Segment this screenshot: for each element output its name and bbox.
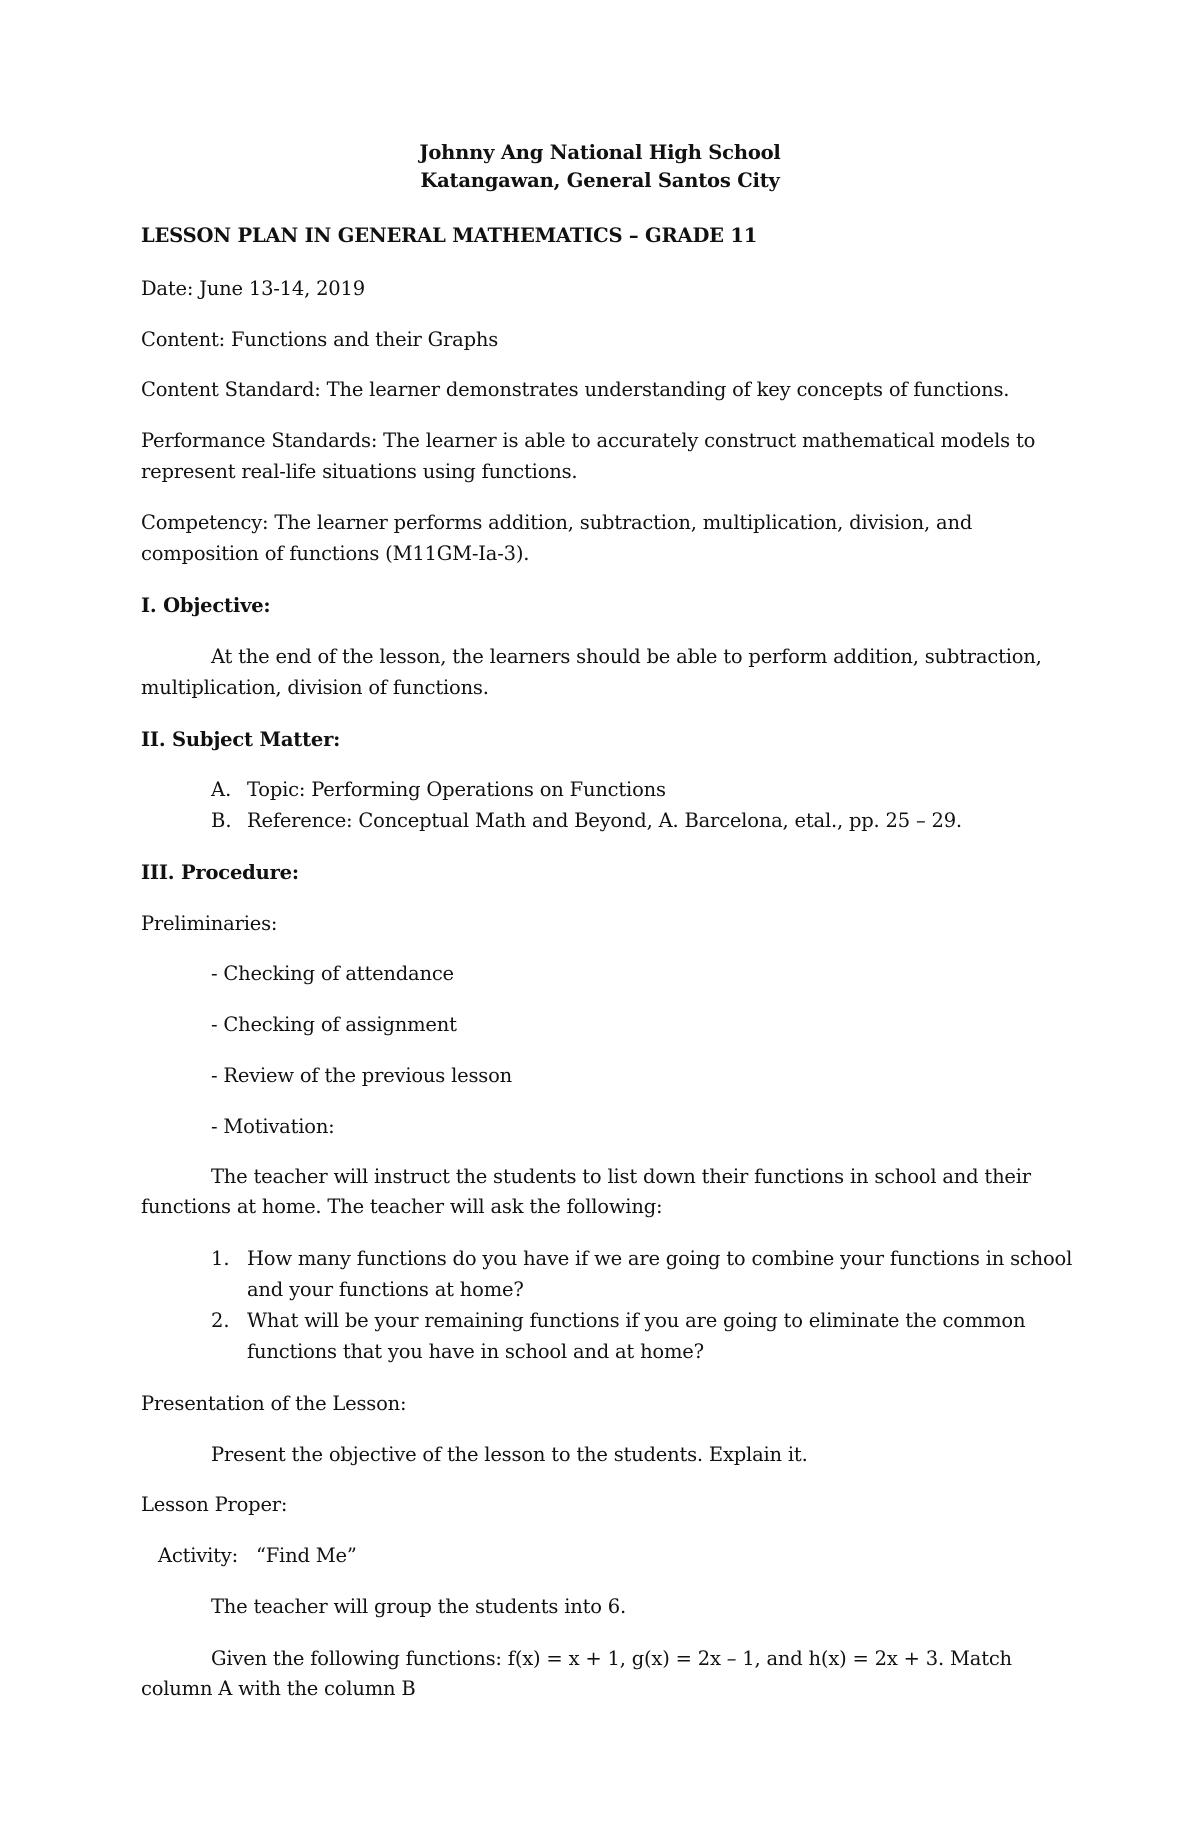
objective-heading: I. Objective: — [141, 594, 271, 617]
question-1-marker: 1. — [211, 1247, 230, 1270]
school-name: Johnny Ang National High School — [419, 141, 781, 164]
preliminary-assignment: - Checking of assignment — [211, 1013, 457, 1036]
question-2-line-1: What will be your remaining functions if you are going to eliminate the common — [247, 1309, 1026, 1332]
performance-standards-line-1: Performance Standards: The learner is able to accurately construct mathematical models to — [141, 429, 1036, 452]
competency-line-1: Competency: The learner performs addition, subtraction, multiplication, division, and — [141, 511, 973, 534]
question-2-marker: 2. — [211, 1309, 230, 1332]
motivation-line-1: The teacher will instruct the students to list down their functions in school and their — [211, 1165, 1031, 1188]
preliminary-attendance: - Checking of attendance — [211, 962, 454, 985]
lesson-proper-label: Lesson Proper: — [141, 1493, 288, 1516]
date-line: Date: June 13-14, 2019 — [141, 277, 365, 300]
question-1-line-1: How many functions do you have if we are going to combine your functions in school — [247, 1247, 1073, 1270]
subject-matter-heading: II. Subject Matter: — [141, 728, 341, 751]
performance-standards-line-2: represent real-life situations using functions. — [141, 460, 578, 483]
school-location: Katangawan, General Santos City — [420, 169, 780, 192]
activity-line: Activity: “Find Me” — [158, 1544, 357, 1567]
objective-line-2: multiplication, division of functions. — [141, 676, 489, 699]
presentation-text: Present the objective of the lesson to the students. Explain it. — [211, 1443, 808, 1466]
reference-item: Reference: Conceptual Math and Beyond, A. Barcelona, etal., pp. 25 – 29. — [247, 809, 962, 832]
topic-marker: A. — [211, 778, 232, 801]
competency-line-2: composition of functions (M11GM-Ia-3). — [141, 542, 530, 565]
question-1-line-2: and your functions at home? — [247, 1278, 524, 1301]
preliminary-review: - Review of the previous lesson — [211, 1064, 512, 1087]
presentation-label: Presentation of the Lesson: — [141, 1392, 407, 1415]
procedure-heading: III. Procedure: — [141, 861, 299, 884]
given-functions-line-1: Given the following functions: f(x) = x + 1, g(x) = 2x – 1, and h(x) = 2x + 3. Match — [211, 1647, 1012, 1670]
preliminary-motivation: - Motivation: — [211, 1115, 335, 1138]
content-line: Content: Functions and their Graphs — [141, 328, 499, 351]
reference-marker: B. — [211, 809, 232, 832]
preliminaries-label: Preliminaries: — [141, 912, 278, 935]
question-2-line-2: functions that you have in school and at home? — [247, 1340, 704, 1363]
objective-line-1: At the end of the lesson, the learners should be able to perform addition, subtraction, — [211, 645, 1042, 668]
grouping-line: The teacher will group the students into 6. — [211, 1595, 626, 1618]
motivation-line-2: functions at home. The teacher will ask the following: — [141, 1195, 663, 1218]
given-functions-line-2: column A with the column B — [141, 1677, 416, 1700]
lesson-plan-title: LESSON PLAN IN GENERAL MATHEMATICS – GRADE 11 — [141, 224, 758, 247]
content-standard-line: Content Standard: The learner demonstrates understanding of key concepts of functions. — [141, 378, 1010, 401]
topic-item: Topic: Performing Operations on Functions — [247, 778, 666, 801]
